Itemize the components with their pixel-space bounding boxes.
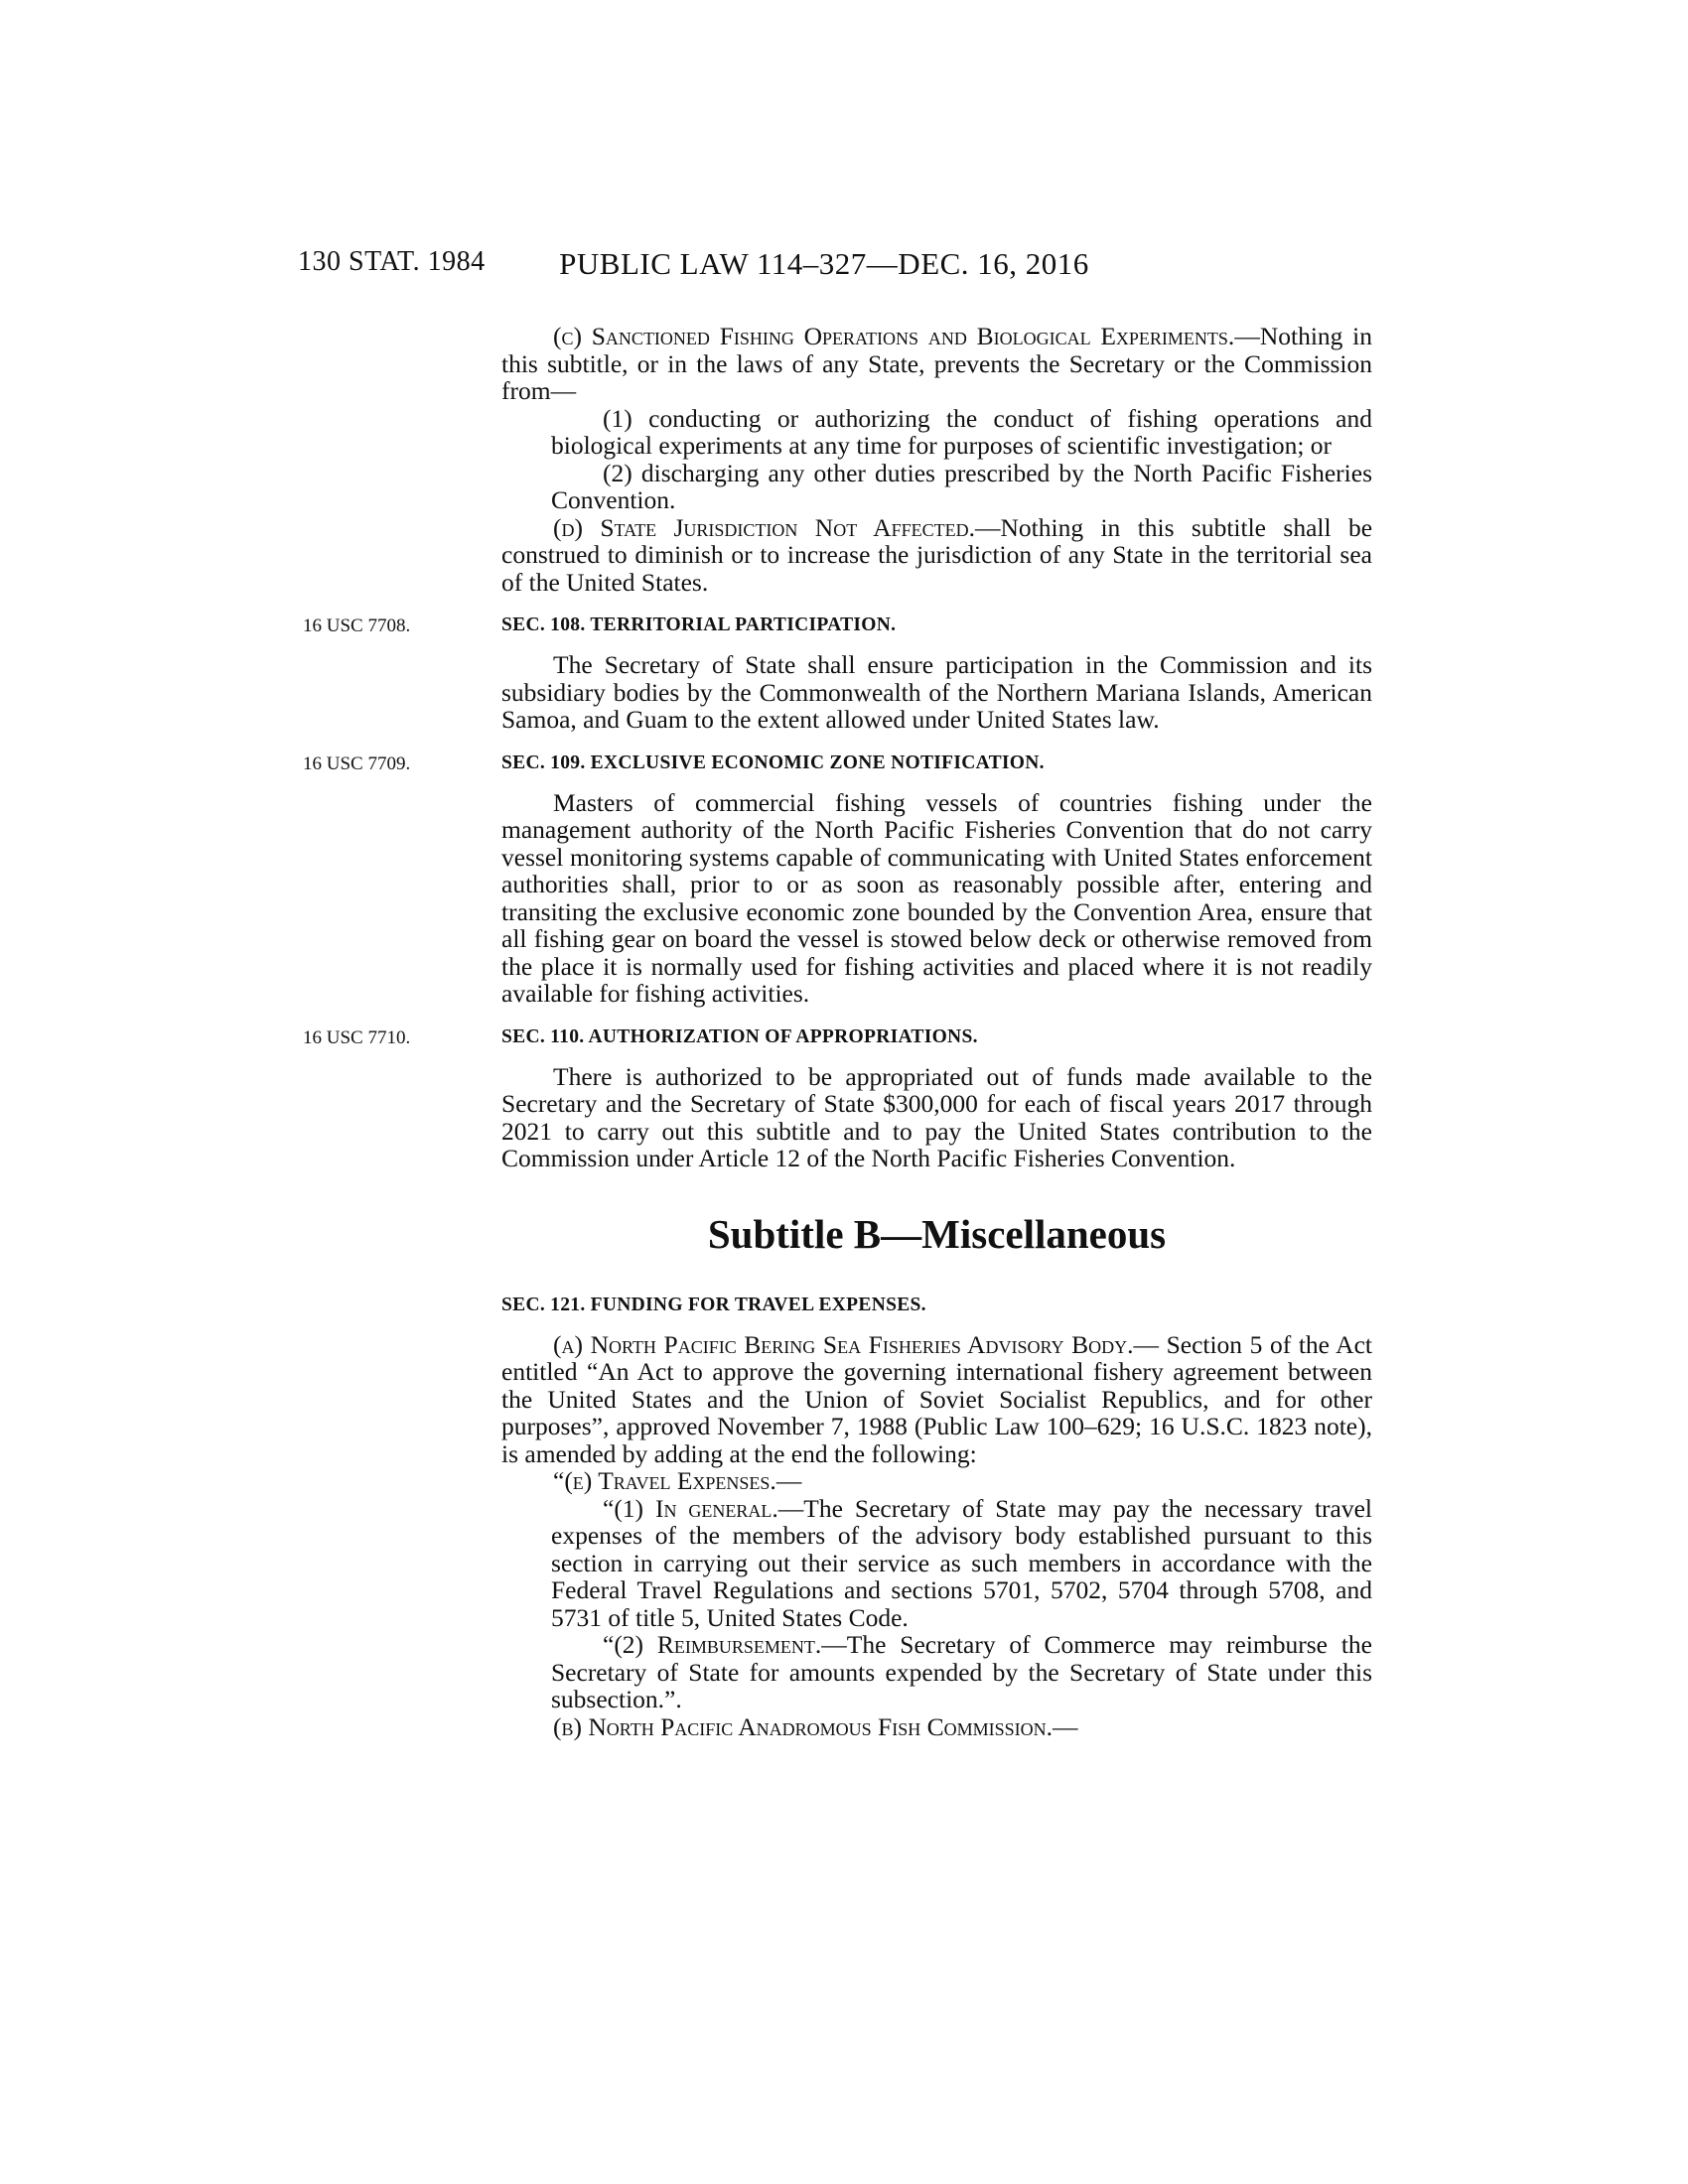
paragraph-d-label: (d) State Jurisdiction Not Affected.: [553, 512, 975, 542]
law-title: PUBLIC LAW 114–327—DEC. 16, 2016: [559, 246, 1089, 281]
section-121-b: [501, 1713, 1372, 1741]
section-121-a: [501, 1331, 1372, 1468]
margin-note-110: 16 USC 7710.: [303, 1026, 411, 1048]
paragraph-c-label: (c) Sanctioned Fishing Operations and Biological Experiments.: [553, 322, 1235, 350]
quoted-e-1-label: “(1) In general.: [603, 1493, 778, 1523]
paragraph-c-item-2: (2) discharging any other duties prescribed by the North Pacific Fisheries Convention.: [551, 458, 1372, 514]
section-121-b-label: (b) North Pacific Anadromous Fish Commission.: [553, 1711, 1053, 1741]
paragraph-c: [501, 323, 1372, 405]
quoted-e-dash: —: [775, 1466, 802, 1495]
section-121: [501, 1294, 1372, 1741]
section-121-heading: SEC. 121. FUNDING FOR TRAVEL EXPENSES.: [501, 1294, 926, 1315]
paragraph-c-item-1: (1) conducting or authorizing the conduct of fishing operations and biological experiments at any time for purposes of scientific investigation; or: [551, 403, 1372, 460]
section-110: [303, 1025, 1372, 1172]
page-header: [298, 246, 1370, 286]
quoted-e-2: [501, 1631, 1372, 1713]
quoted-e-label: “(e) Travel Expenses.: [553, 1466, 776, 1495]
section-121-b-dash: —: [1053, 1711, 1078, 1741]
quoted-e-2-label: “(2) Reimbursement.: [603, 1630, 822, 1659]
section-121-a-label: (a) North Pacific Bering Sea Fisheries Advisory Body.: [553, 1329, 1134, 1359]
quoted-e-2-text: —The Secretary of Commerce may reimburse the Secretary of State for amounts expended by the Secretary of State under this subsection.”.: [551, 1630, 1372, 1713]
margin-note-108: 16 USC 7708.: [303, 615, 411, 636]
page-reference: 130 STAT. 1984: [298, 246, 486, 277]
subtitle-heading: Subtitle B—Miscellaneous: [707, 1210, 1167, 1257]
margin-note-109: 16 USC 7709.: [303, 752, 411, 774]
quoted-e: [501, 1467, 1372, 1495]
section-108: [303, 614, 1372, 734]
section-121-a-text: — Section 5 of the Act entitled “An Act to approve the governing international fishery agreement between the United States and the Union of Soviet Socialist Republics, and for other purposes”, approved November 7, 1988 (Public Law 100–629; 16 U.S.C. 1823 note), is amended by adding at the end the following:: [501, 1329, 1373, 1468]
paragraph-d-text: —Nothing in this subtitle shall be construed to diminish or to increase the jurisdiction of any State in the territorial sea of the United States.: [501, 512, 1373, 597]
paragraph-d: [501, 514, 1372, 597]
section-108-text: The Secretary of State shall ensure participation in the Commission and its subsidiary bodies by the Commonwealth of the Northern Mariana Islands, American Samoa, and Guam to the extent allowed under United States law.: [501, 650, 1372, 734]
section-109-text: Masters of commercial fishing vessels of countries fishing under the management authority of the North Pacific Fisheries Convention that do not carry vessel monitoring systems capable of communicating with United States enforcement authorities shall, prior to or as soon as reasonably possible after, entering and transiting the exclusive economic zone bounded by the Convention Area, ensure that all fishing gear on board the vessel is stowed below deck or otherwise removed from the place it is normally used for fishing activities and placed where it is not readily available for fishing activities.: [501, 787, 1372, 1008]
section-108-heading: SEC. 108. TERRITORIAL PARTICIPATION.: [501, 614, 897, 635]
section-110-text: There is authorized to be appropriated out of funds made available to the Secretary and the Secretary of State $300,000 for each of fiscal years 2017 through 2021 to carry out this subtitle and to pay the United States contribution to the Commission under Article 12 of the North Pacific Fisheries Convention.: [501, 1061, 1372, 1172]
section-109: [303, 751, 1372, 1008]
quoted-e-1: [501, 1495, 1372, 1632]
section-109-heading: SEC. 109. EXCLUSIVE ECONOMIC ZONE NOTIFICATION.: [501, 751, 1045, 773]
paragraph-c-text: —Nothing in this subtitle, or in the laws of any State, prevents the Secretary or the Commission from—: [501, 322, 1372, 405]
section-110-heading: SEC. 110. AUTHORIZATION OF APPROPRIATIONS.: [501, 1025, 978, 1047]
document-body: [303, 322, 1373, 1741]
quoted-e-1-text: —The Secretary of State may pay the necessary travel expenses of the members of the advisory body established pursuant to this section in carrying out their service as such members in accordance with the Federal Travel Regulations and sections 5701, 5702, 5704 through 5708, and 5731 of title 5, United States Code.: [551, 1493, 1373, 1632]
